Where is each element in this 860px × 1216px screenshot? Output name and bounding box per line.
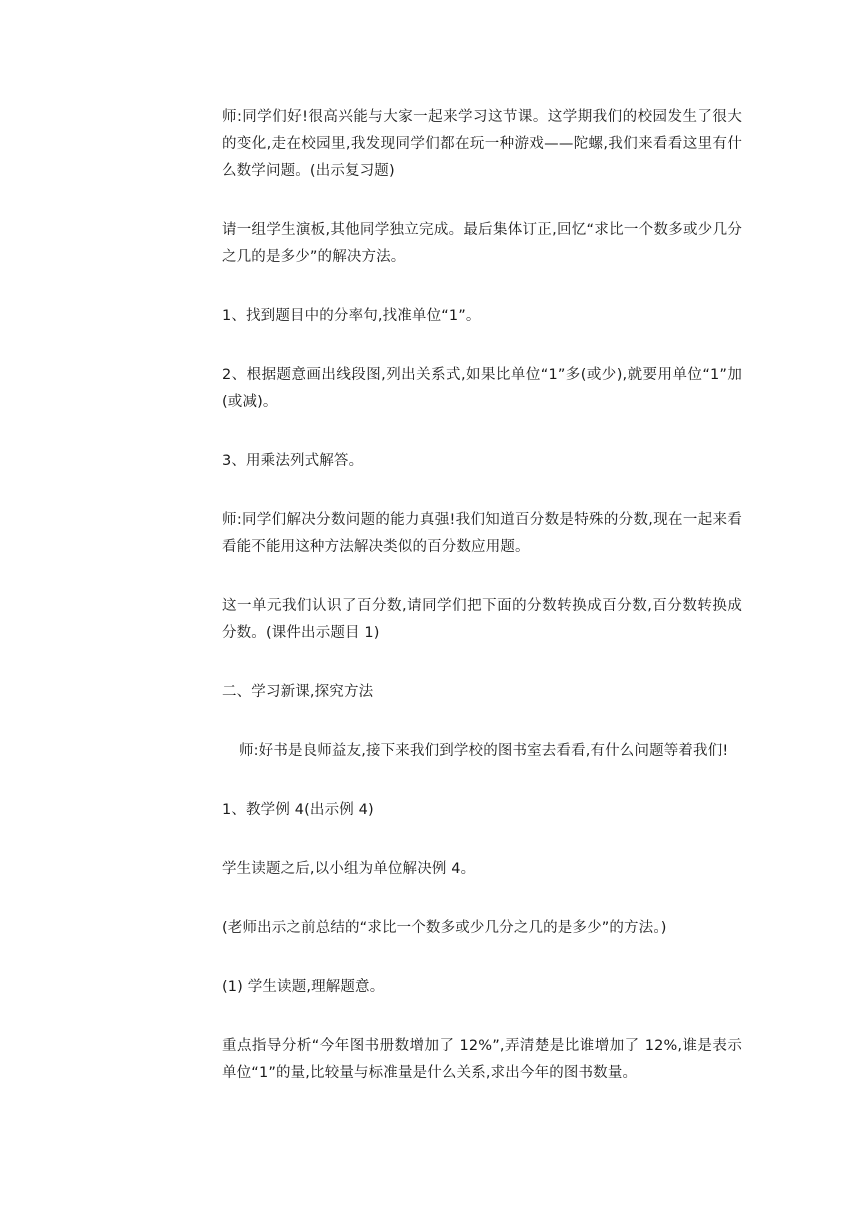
paragraph-step-2: 2、根据题意画出线段图,列出关系式,如果比单位“1”多(或少),就要用单位“1”加(或减)。 (222, 367, 742, 410)
paragraph-example-4: 1、教学例 4(出示例 4) (222, 802, 374, 818)
paragraph-teacher-greeting: 师:同学们好!很高兴能与大家一起来学习这节课。这学期我们的校园发生了很大的变化,走在校园里,我发现同学们都在玩一种游戏——陀螺,我们来看看这里有什么数学问题。(出示复习题) (222, 109, 742, 179)
paragraph-library-intro: 师:好书是良师益友,接下来我们到学校的图书室去看看,有什么问题等着我们! (239, 743, 729, 759)
paragraph-percent-conversion: 这一单元我们认识了百分数,请同学们把下面的分数转换成百分数,百分数转换成分数。(课件出示题目 1) (222, 598, 742, 641)
document-body (222, 104, 742, 1119)
paragraph-board-work: 请一组学生演板,其他同学独立完成。最后集体订正,回忆“求比一个数多或少几分之几的是多少”的解决方法。 (222, 222, 742, 265)
paragraph-step-1: 1、找到题目中的分率句,找准单位“1”。 (222, 308, 481, 324)
paragraph-read-question: (1) 学生读题,理解题意。 (222, 979, 385, 995)
paragraph-key-guidance: 重点指导分析“今年图书册数增加了 12%”,弄清楚是比谁增加了 12%,谁是表示单位“1”的量,比较量与标准量是什么关系,求出今年的图书数量。 (222, 1038, 742, 1081)
paragraph-step-3: 3、用乘法列式解答。 (222, 453, 364, 469)
paragraph-group-solve: 学生读题之后,以小组为单位解决例 4。 (222, 861, 476, 877)
paragraph-method-review: (老师出示之前总结的“求比一个数多或少几分之几的是多少”的方法。) (222, 920, 667, 936)
section-heading-new-lesson: 二、学习新课,探究方法 (222, 684, 374, 700)
paragraph-teacher-praise: 师:同学们解决分数问题的能力真强!我们知道百分数是特殊的分数,现在一起来看看能不能用这种方法解决类似的百分数应用题。 (222, 512, 742, 555)
